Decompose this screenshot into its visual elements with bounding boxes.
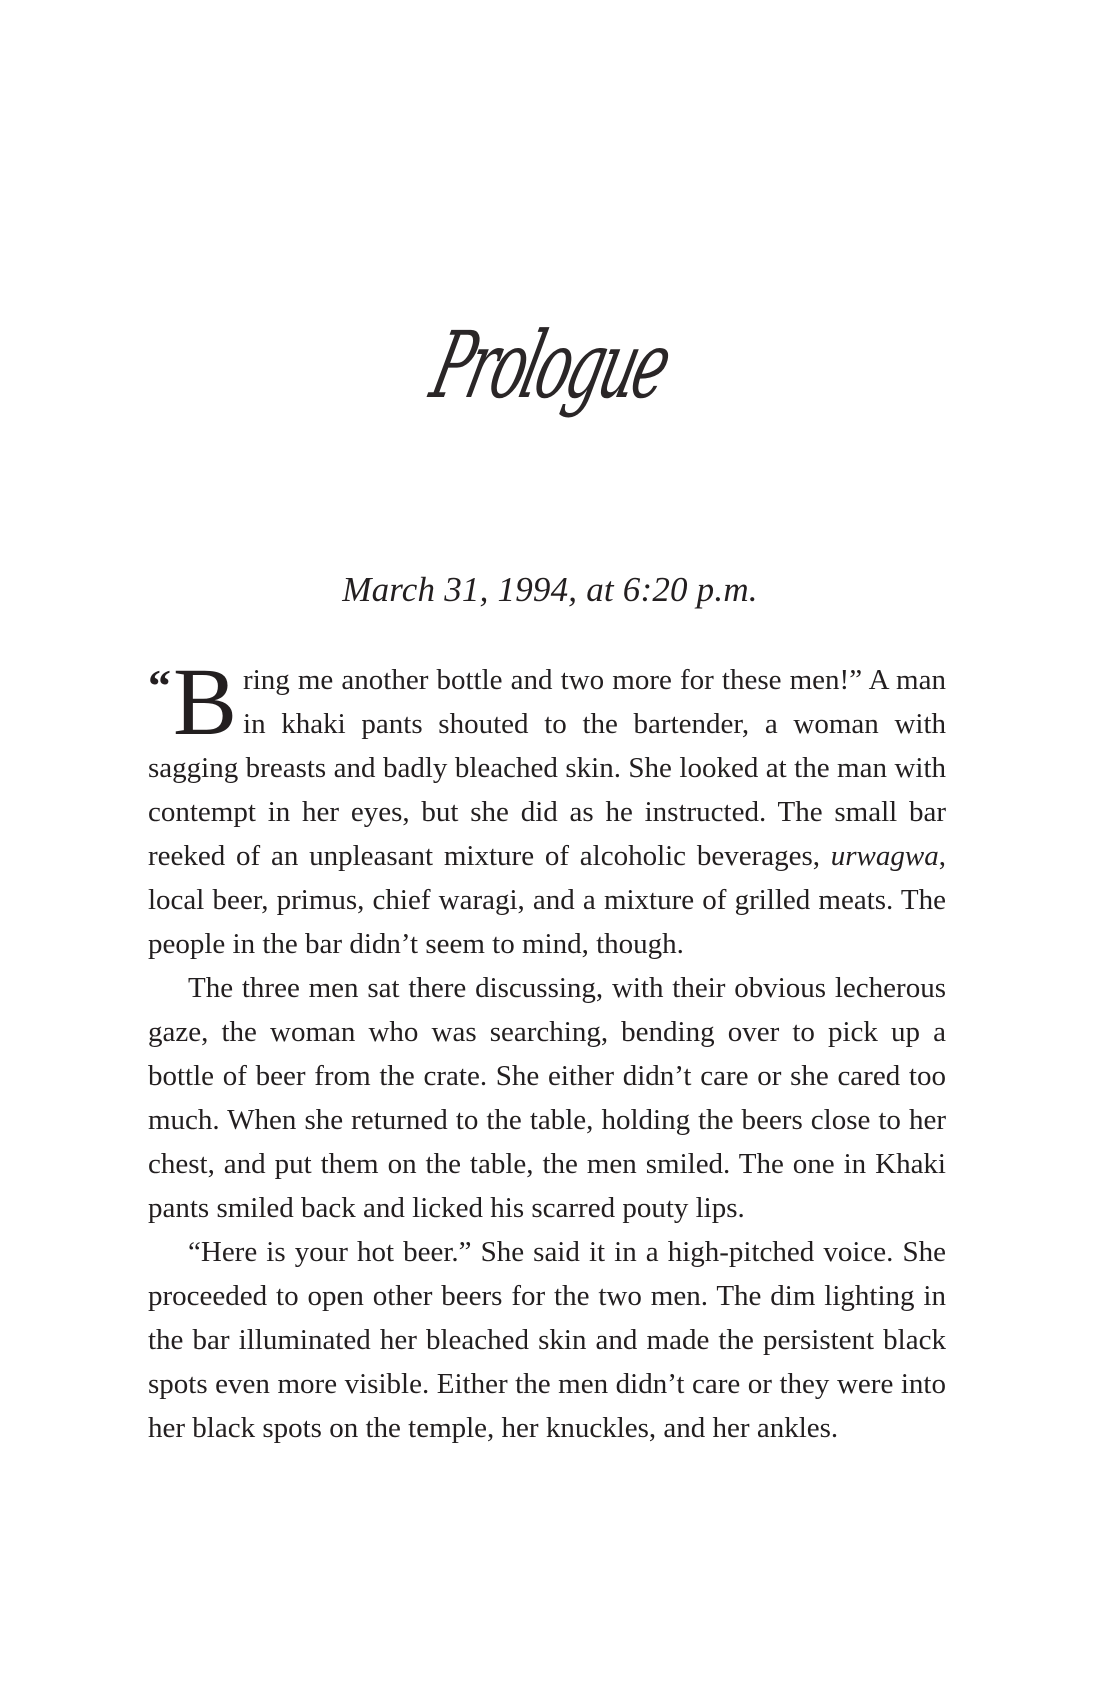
paragraph-3: “Here is your hot beer.” She said it in a high-pitched voice. She proceeded to open other beers for the two men. The dim lighting in the bar illuminated her bleached skin and made the persistent black spots even more visible. Either the men didn’t care or they were into her black spots on the temple, her knuckles, and her ankles. (148, 1236, 946, 1444)
paragraph-1 (148, 648, 946, 966)
drop-cap-letter: B (173, 648, 238, 755)
body-text (148, 648, 946, 1450)
paragraph-1-text: ring me another bottle and two more for these men!” A man in khaki pants shouted to the bartender, a woman with sagging breasts and badly bleached skin. She looked at the man with contempt in her eyes, but she did as he instructed. The small bar reeked of an unpleasant mixture of alcoholic beverages, (148, 664, 946, 872)
chapter-title: Prologue (421, 312, 679, 419)
drop-cap-quote: “ (148, 660, 171, 711)
drop-cap (148, 648, 238, 755)
paragraph-1-text-end: , local beer, primus, chief waragi, and a mixture of grilled meats. The people in the bar didn’t seem to mind, though. (148, 840, 946, 960)
italic-term: urwagwa (830, 840, 939, 872)
chapter-dateline: March 31, 1994, at 6:20 p.m. (342, 570, 758, 609)
paragraph-2: The three men sat there discussing, with their obvious lecherous gaze, the woman who was searching, bending over to pick up a bottle of beer from the crate. She either didn’t care or she cared too much. When she returned to the table, holding the beers close to her chest, and put them on the table, the men smiled. The one in Khaki pants smiled back and licked his scarred pouty lips. (148, 972, 946, 1224)
